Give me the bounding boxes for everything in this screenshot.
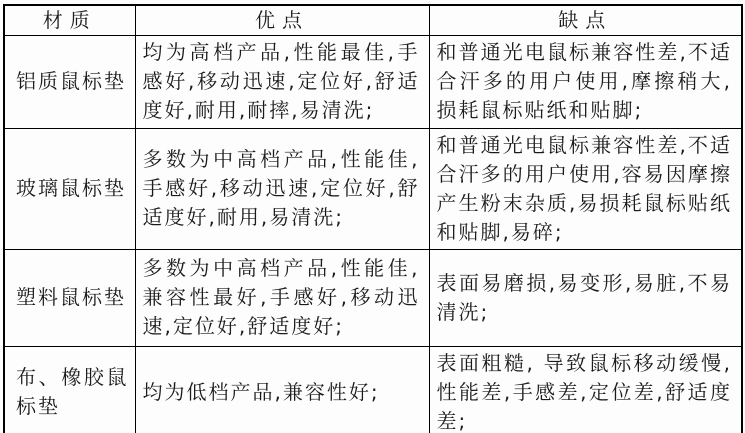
table-row-plastic: [4, 249, 742, 346]
column-header-material: 材质: [4, 5, 135, 35]
pros-cell: 均为低档产品,兼容性好;: [135, 346, 429, 433]
material-cell: 铝质鼠标垫: [4, 35, 135, 128]
cons-cell: 表面易磨损,易变形,易脏,不易清洗;: [429, 249, 742, 346]
header-row: [4, 5, 742, 35]
table-row-glass: [4, 128, 742, 249]
table-row-aluminum: [4, 35, 742, 128]
table-row-cloth-rubber: [4, 346, 742, 433]
column-header-cons: 缺点: [429, 5, 742, 35]
pros-cell: 均为高档产品,性能最佳,手感好,移动迅速,定位好,舒适度好,耐用,耐摔,易清洗;: [135, 35, 429, 128]
cons-cell: 和普通光电鼠标兼容性差,不适合汗多的用户使用,容易因摩擦产生粉末杂质,易损耗鼠标贴纸和贴脚,易碎;: [429, 128, 742, 249]
mousepad-material-comparison-table: [3, 4, 743, 433]
material-cell: 布、橡胶鼠标垫: [4, 346, 135, 433]
cons-cell: 和普通光电鼠标兼容性差,不适合汗多的用户使用,摩擦稍大,损耗鼠标贴纸和贴脚;: [429, 35, 742, 128]
column-header-pros: 优点: [135, 5, 429, 35]
cons-cell: 表面粗糙, 导致鼠标移动缓慢,性能差,手感差,定位差,舒适度差;: [429, 346, 742, 433]
material-cell: 玻璃鼠标垫: [4, 128, 135, 249]
pros-cell: 多数为中高档产品,性能佳,兼容性最好,手感好,移动迅速,定位好,舒适度好;: [135, 249, 429, 346]
material-cell: 塑料鼠标垫: [4, 249, 135, 346]
pros-cell: 多数为中高档产品,性能佳,手感好,移动迅速,定位好,舒适度好,耐用,易清洗;: [135, 128, 429, 249]
